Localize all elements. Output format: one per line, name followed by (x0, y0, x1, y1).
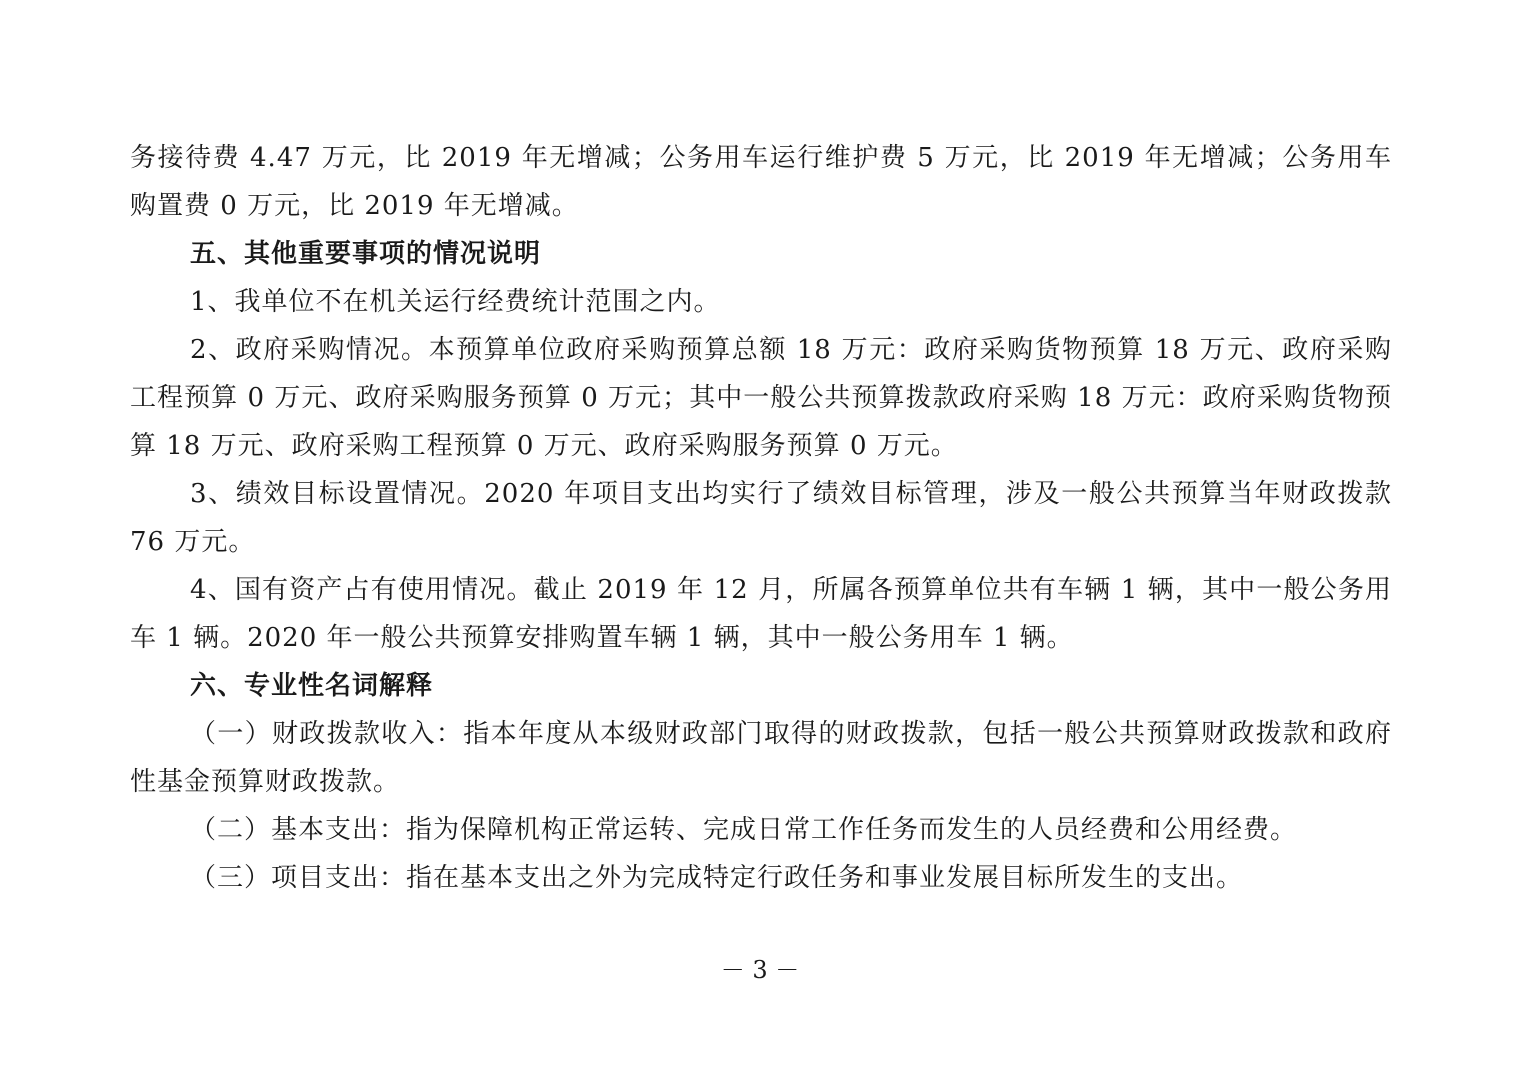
paragraph-term-basic-expenditure: （二）基本支出：指为保障机构正常运转、完成日常工作任务而发生的人员经费和公用经费。 (190, 815, 1298, 845)
paragraph-term-fiscal-appropriation-income: （一）财政拨款收入：指本年度从本级财政部门取得的财政拨款，包括一般公共预算财政拨款和政府性基金预算财政拨款。 (130, 719, 1392, 797)
paragraph-operating-costs-scope: 1、我单位不在机关运行经费统计范围之内。 (190, 287, 721, 317)
section-heading-terminology: 六、专业性名词解释 (190, 671, 434, 701)
paragraph-state-owned-assets: 4、国有资产占有使用情况。截止 2019 年 12 月，所属各预算单位共有车辆 1 辆，其中一般公务用车 1 辆。2020 年一般公共预算安排购置车辆 1 辆，其中一般公务用车 1 辆。 (130, 575, 1392, 653)
paragraph-government-procurement: 2、政府采购情况。本预算单位政府采购预算总额 18 万元：政府采购货物预算 18 万元、政府采购工程预算 0 万元、政府采购服务预算 0 万元；其中一般公共预算拨款政府采购 18 万元：政府采购货物预算 18 万元、政府采购工程预算 0 万元、政府采购服务预算 0 万元。 (130, 335, 1392, 461)
paragraph-performance-targets: 3、绩效目标设置情况。2020 年项目支出均实行了绩效目标管理，涉及一般公共预算当年财政拨款 76 万元。 (130, 479, 1392, 557)
paragraph-term-project-expenditure: （三）项目支出：指在基本支出之外为完成特定行政任务和事业发展目标所发生的支出。 (190, 863, 1244, 893)
page-number: － 3 － (720, 956, 800, 984)
section-heading-other-important-matters: 五、其他重要事项的情况说明 (190, 239, 542, 269)
document-body (130, 134, 1392, 902)
paragraph-reception-and-vehicle-costs: 务接待费 4.47 万元，比 2019 年无增减；公务用车运行维护费 5 万元，比 2019 年无增减；公务用车购置费 0 万元，比 2019 年无增减。 (130, 143, 1392, 221)
